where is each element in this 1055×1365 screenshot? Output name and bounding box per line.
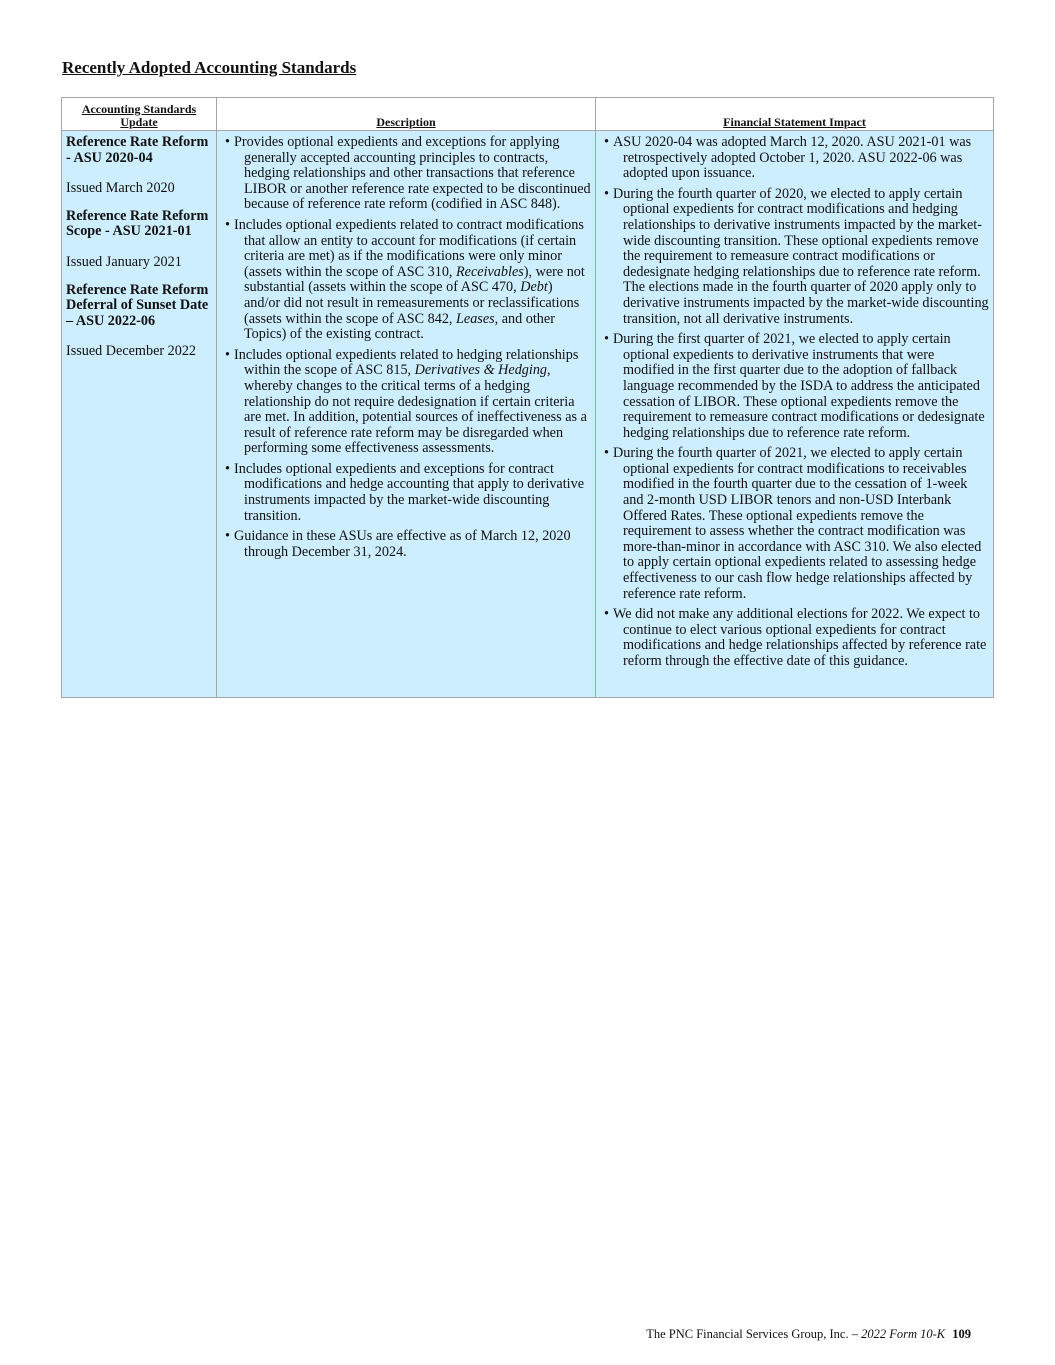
impact-bullet: • During the first quarter of 2021, we elected to apply certain optional expedients to derivative instruments that were modified in the first quarter due to the adoption of fallback language recommended by the ISDA to address the anticipated cessation of LIBOR. These optional expedients remove the requirement to remeasure contract modifications or dedesignate hedging relationships due to reference rate reform. (600, 332, 989, 441)
impact-bullet: • During the fourth quarter of 2021, we elected to apply certain optional expedients for contract modifications to receivables modified in the fourth quarter due to the cessation of 1-week and 2-month USD LIBOR tenors and non-USD Interbank Offered Rates. These optional expedients remove the requirement to assess whether the contract modification was more-than-minor in accordance with ASC 310. We also elected to apply certain optional expedients related to assessing hedge effectiveness to our cash flow hedge relationships affected by reference rate reform. (600, 446, 989, 602)
impact-list (600, 135, 989, 670)
standard-entry (66, 135, 212, 197)
accounting-standards-table (61, 97, 994, 698)
description-cell (217, 131, 596, 698)
standards-cell (62, 131, 217, 698)
standard-name: Reference Rate Reform Scope - ASU 2021-01 (66, 207, 209, 240)
standard-issued-date: Issued January 2021 (66, 253, 182, 270)
description-bullet: • Provides optional expedients and exceptions for applying generally accepted accounting principles to contracts, hedging relationships and other transactions that reference LIBOR or another reference rate expected to be discontinued because of reference rate reform (codified in ASC 848). (221, 135, 591, 213)
footer-company: The PNC Financial Services Group, Inc. – (646, 1327, 858, 1341)
asc-topic-leases: Leases (456, 310, 495, 327)
header-accounting-standards-update: Accounting Standards Update (62, 98, 217, 131)
asc-topic-debt: Debt (520, 279, 548, 296)
description-bullet: • Includes optional expedients and exceptions for contract modifications and hedge accounting that apply to derivative instruments impacted by the market-wide discounting transition. (221, 462, 591, 524)
section-title: Recently Adopted Accounting Standards (62, 58, 357, 77)
impact-bullet: • We did not make any additional elections for 2022. We expect to continue to elect various optional expedients for contract modifications and hedge relationships affected by reference rate reform through the effective date of this guidance. (600, 607, 989, 669)
description-bullet: • Includes optional expedients related to hedging relationships within the scope of ASC 815, Derivatives & Hedging, whereby changes to the critical terms of a hedging relationship do not require dedesignation if certain criteria are met. In addition, potential sources of ineffectiveness as a result of reference rate reform may be disregarded when performing some effectiveness assessments. (221, 348, 591, 457)
standard-issued-date: Issued December 2022 (66, 343, 197, 360)
table-row (62, 131, 994, 698)
description-bullet: • Guidance in these ASUs are effective as of March 12, 2020 through December 31, 2024. (221, 529, 591, 560)
header-financial-statement-impact: Financial Statement Impact (596, 98, 994, 131)
page-number: 109 (952, 1327, 971, 1341)
impact-bullet: • ASU 2020-04 was adopted March 12, 2020. ASU 2021-01 was retrospectively adopted October 1, 2020. ASU 2022-06 was adopted upon issuance. (600, 135, 989, 182)
standard-issued-date: Issued March 2020 (66, 180, 175, 197)
impact-cell (596, 131, 994, 698)
description-list (221, 135, 591, 560)
table-header-row (62, 98, 994, 131)
standard-entry (66, 283, 212, 360)
page-footer (646, 1327, 971, 1342)
footer-form: 2022 Form 10-K (861, 1327, 946, 1341)
asc-topic-receivables: Receivables (456, 263, 524, 280)
asc-topic-derivatives-hedging: Derivatives & Hedging (414, 362, 548, 379)
impact-bullet: • During the fourth quarter of 2020, we elected to apply certain optional expedients for contract modifications and hedging relationships to derivative instruments impacted by the market-wide discounting transition. These optional expedients remove the requirement to remeasure contract modifications or dedesignate hedging relationships due to reference rate reform. The elections made in the fourth quarter of 2020 apply only to derivative instruments impacted by the market-wide discounting transition, not all derivative instruments. (600, 187, 989, 327)
description-bullet: • Includes optional expedients related to contract modifications that allow an entity to account for modifications (if certain criteria are met) as if the modifications were only minor (assets within the scope of ASC 310, Receivables), were not substantial (assets within the scope of ASC 470, Debt) and/or did not result in remeasurements or reclassifications (assets within the scope of ASC 842, Leases, and other Topics) of the existing contract. (221, 218, 591, 343)
standard-entry (66, 209, 212, 271)
standard-name: Reference Rate Reform - ASU 2020-04 (66, 134, 209, 166)
standard-name: Reference Rate Reform Deferral of Sunset Date – ASU 2022-06 (66, 281, 209, 329)
header-description: Description (217, 98, 596, 131)
